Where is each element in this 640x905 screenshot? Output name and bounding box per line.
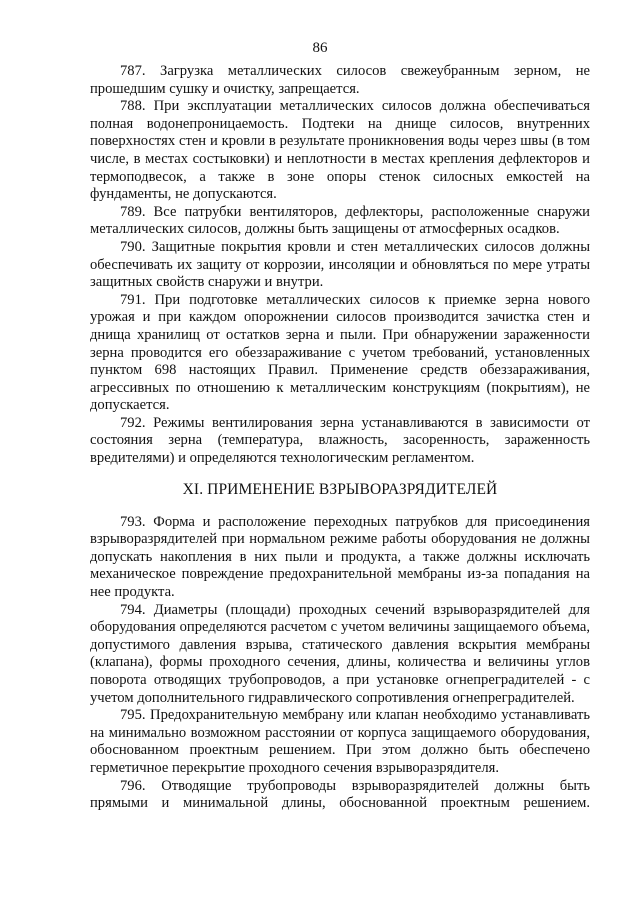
paragraph-788: 788. При эксплуатации металлических силосов должна обеспечиваться полная водонепроницаемость. Подтеки на днище силосов, внутренних поверхностях стен и кровли в результате проникновения воды через швы (в том числе, в местах состыковки) и неплотности в местах крепления дефлекторов и термоподвесок, а также в зоне опоры стенок силосных емкостей на фундаменты, не допускаются. — [90, 98, 590, 203]
paragraph-791: 791. При подготовке металлических силосов к приемке зерна нового урожая и при каждом опорожнении силосов производится зачистка стен и днища хранилищ от остатков зерна и пыли. При обнаружении зараженности зерна проводится его обеззараживание с учетом требований, установленных пунктом 698 настоящих Правил. Применение средств обеззараживания, агрессивных по отношению к металлическим конструкциям (покрытиям), не допускается. — [90, 291, 590, 414]
paragraph-792: 792. Режимы вентилирования зерна устанавливаются в зависимости от состояния зерна (температура, влажность, засоренность, зараженность вредителями) и определяются технологическим регламентом. — [90, 414, 590, 467]
paragraph-790: 790. Защитные покрытия кровли и стен металлических силосов должны обеспечивать их защиту от коррозии, инсоляции и обновляться по мере утраты защитных свойств снаружи и внутри. — [90, 238, 590, 291]
document-body — [90, 63, 590, 813]
paragraph-787: 787. Загрузка металлических силосов свежеубранным зерном, не прошедшим сушку и очистку, запрещается. — [90, 63, 590, 97]
section-title: XI. ПРИМЕНЕНИЕ ВЗРЫВОРАЗРЯДИТЕЛЕЙ — [182, 480, 498, 498]
page-number: 86 — [312, 40, 328, 56]
paragraph-795: 795. Предохранительную мембрану или клапан необходимо устанавливать на минимально возможном расстоянии от корпуса защищаемого оборудования, обоснованном проектным решением. При этом должно быть обеспечено герметичное перекрытие проходного сечения взрыворазрядителя. — [90, 707, 590, 776]
paragraph-793: 793. Форма и расположение переходных патрубков для присоединения взрыворазрядителей при нормальном режиме работы оборудования не должны допускать накопления в них пыли и продукта, а также должны исключать механическое повреждение предохранительной мембраны из-за попадания на нее продукта. — [90, 513, 590, 601]
paragraph-789: 789. Все патрубки вентиляторов, дефлекторы, расположенные снаружи металлических силосов, должны быть защищены от атмосферных осадков. — [90, 203, 590, 238]
paragraph-796: 796. Отводящие трубопроводы взрыворазрядителей должны быть прямыми и минимальной длины, обоснованной проектным решением. — [90, 777, 590, 812]
paragraph-794: 794. Диаметры (площади) проходных сечений взрыворазрядителей для оборудования определяются расчетом с учетом величины защищаемого объема, допустимого давления взрыва, статического давления вскрытия мембраны (клапана), формы проходного сечения, длины, количества и величины углов поворота отводящих трубопроводов, а при установке огнепреградителей - с учетом дополнительного гидравлического сопротивления огнепреградителей. — [90, 601, 590, 706]
